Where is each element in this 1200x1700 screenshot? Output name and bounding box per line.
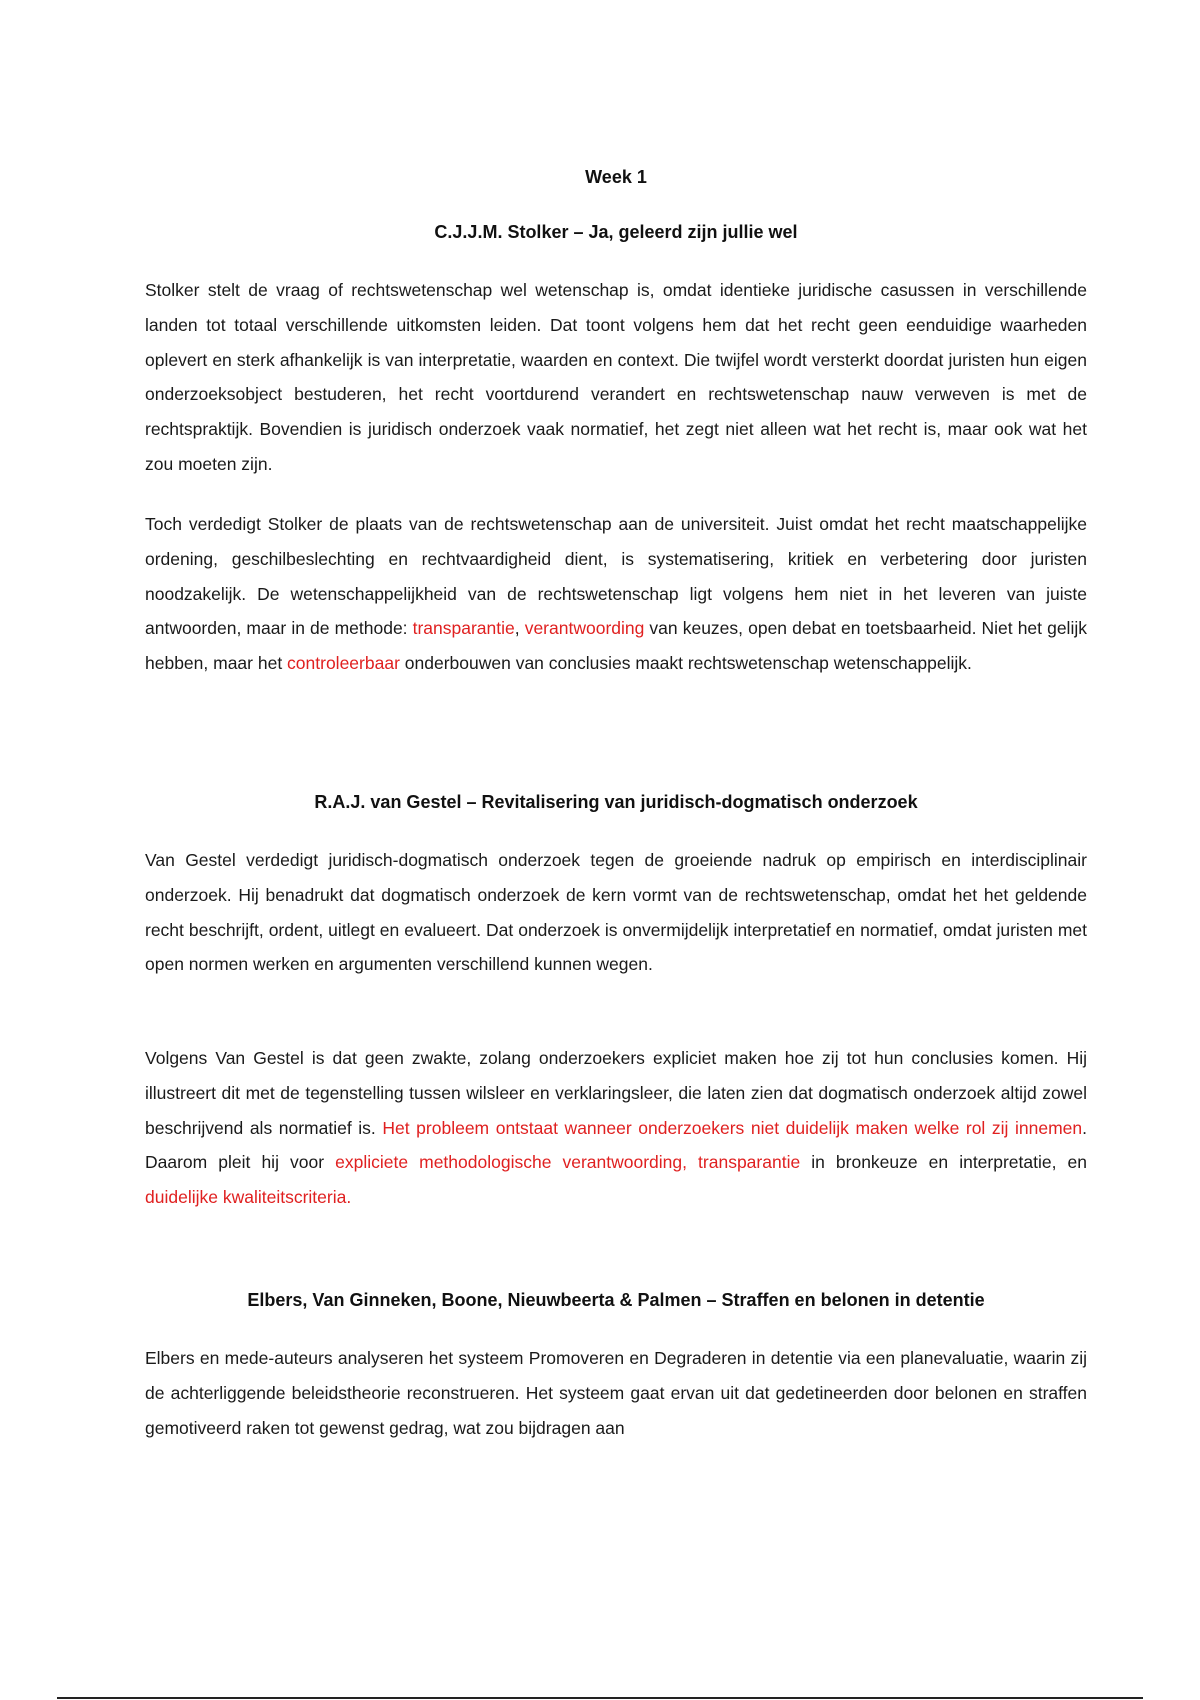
paragraph-elbers-1 bbox=[145, 1341, 1087, 1445]
week-title: Week 1 bbox=[585, 167, 647, 187]
paragraph-text: Stolker stelt de vraag of rechtswetenschap wel wetenschap is, omdat identieke juridische casussen in verschillende landen tot totaal verschillende uitkomsten leiden. Dat toont volgens hem dat het recht geen eenduidige waarheden oplevert en sterk afhankelijk is van interpretatie, waarden en context. Die twijfel wordt versterkt doordat juristen hun eigen onderzoeksobject bestuderen, het recht voortdurend verandert en rechtswetenschap nauw verweven is met de rechtspraktijk. Bovendien is juridisch onderzoek vaak normatief, het zegt niet alleen wat het recht is, maar ook wat het zou moeten zijn. bbox=[145, 280, 1087, 474]
paragraph-stolker-1 bbox=[145, 273, 1087, 482]
page-bottom-rule bbox=[57, 1697, 1143, 1699]
highlighted-text: Het probleem ontstaat wanneer onderzoekers niet duidelijk maken welke rol zij innemen bbox=[382, 1117, 1083, 1138]
highlighted-text: duidelijke kwaliteitscriteria. bbox=[145, 1187, 352, 1208]
paragraph-text: Toch verdedigt Stolker de plaats van de rechtswetenschap aan de universiteit. Juist omdat het recht maatschappelijke ordening, geschilbeslechting en rechtvaardigheid dient, is systematisering, kritiek en verbetering door juristen noodzakelijk. De wetenschappelijkheid van de rechtswetenschap ligt volgens hem niet in het leveren van juiste antwoorden, maar in de methode: bbox=[145, 514, 1087, 639]
highlighted-text: expliciete methodologische verantwoording, transparantie bbox=[335, 1152, 801, 1173]
section-heading-van-gestel: R.A.J. van Gestel – Revitalisering van juridisch-dogmatisch onderzoek bbox=[314, 792, 918, 812]
paragraph-text: Elbers en mede-auteurs analyseren het systeem Promoveren en Degraderen in detentie via een planevaluatie, waarin zij de achterliggende beleidstheorie reconstrueren. Het systeem gaat ervan uit dat gedetineerden door belonen en straffen gemotiveerd raken tot gewenst gedrag, wat zou bijdragen aan bbox=[145, 1348, 1087, 1438]
paragraph-text: Volgens Van Gestel is dat geen zwakte, zolang onderzoekers expliciet maken hoe zij tot hun conclusies komen. Hij illustreert dit met de tegenstelling tussen wilsleer en verklaringsleer, die laten zien dat dogmatisch onderzoek altijd zowel beschrijvend als normatief is. bbox=[145, 1048, 1087, 1138]
paragraph-van-gestel-1 bbox=[145, 843, 1087, 982]
highlighted-text: controleerbaar bbox=[287, 653, 400, 674]
paragraph-text: , bbox=[514, 618, 525, 639]
section-heading-stolker: C.J.J.M. Stolker – Ja, geleerd zijn jullie wel bbox=[434, 222, 798, 242]
paragraph-text: Van Gestel verdedigt juridisch-dogmatisch onderzoek tegen de groeiende nadruk op empirisch en interdisciplinair onderzoek. Hij benadrukt dat dogmatisch onderzoek de kern vormt van de rechtswetenschap, omdat het het geldende recht beschrijft, ordent, uitlegt en evalueert. Dat onderzoek is onvermijdelijk interpretatief en normatief, omdat juristen met open normen werken en argumenten verschillend kunnen wegen. bbox=[145, 850, 1087, 975]
paragraph-text: in bronkeuze en interpretatie, en bbox=[800, 1152, 1087, 1173]
highlighted-text: verantwoording bbox=[524, 618, 645, 639]
paragraph-text: onderbouwen van conclusies maakt rechtswetenschap wetenschappelijk. bbox=[399, 653, 972, 674]
section-heading-elbers: Elbers, Van Ginneken, Boone, Nieuwbeerta & Palmen – Straffen en belonen in detentie bbox=[247, 1290, 985, 1310]
highlighted-text: transparantie bbox=[412, 618, 515, 639]
paragraph-text: van keuzes, open debat en toetsbaarheid. Niet het gelijk hebben, maar het bbox=[145, 618, 1087, 674]
paragraph-van-gestel-2 bbox=[145, 1041, 1087, 1215]
paragraph-stolker-2 bbox=[145, 507, 1087, 681]
paragraph-text: . Daarom pleit hij voor bbox=[145, 1117, 1087, 1173]
